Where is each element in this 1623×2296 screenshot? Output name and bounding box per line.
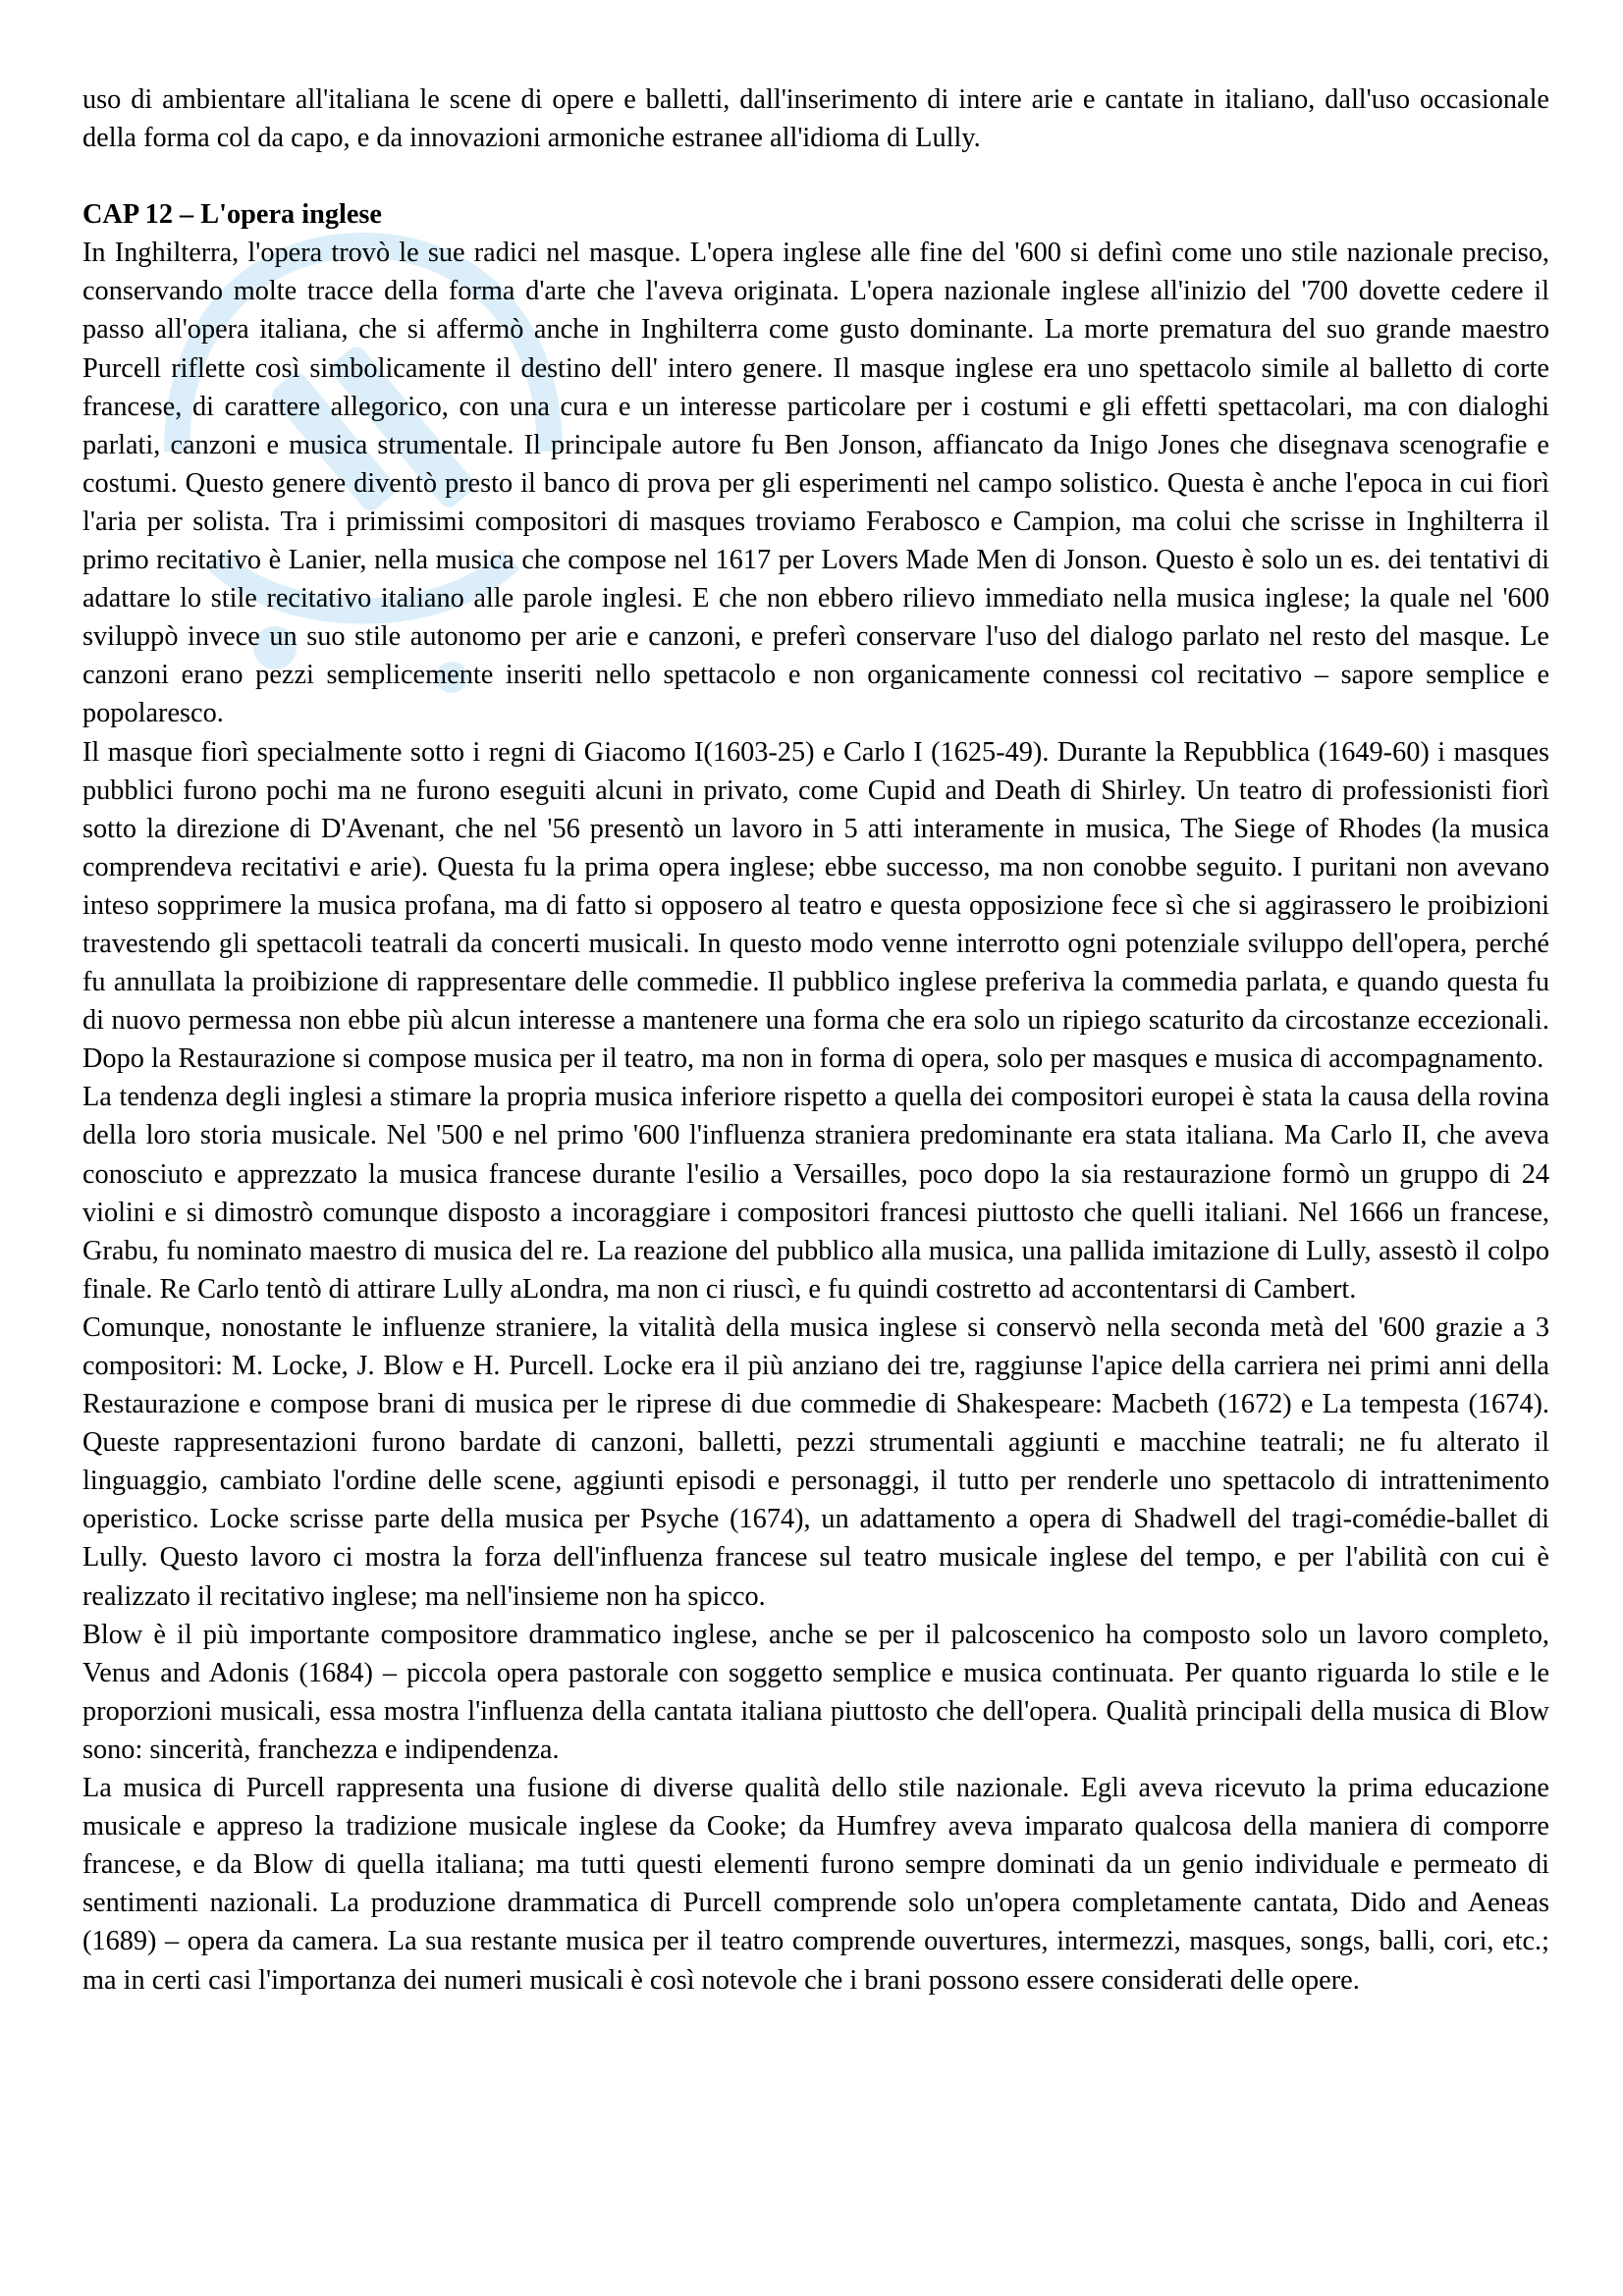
- paragraph-foreign-influence: La tendenza degli inglesi a stimare la propria musica inferiore rispetto a quella dei compositori europei è stata la causa della rovina della loro storia musicale. Nel '500 e nel primo '600 l'influenza straniera predominante era stata italiana. Ma Carlo II, che aveva conosciuto e apprezzato la musica francese durante l'esilio a Versailles, poco dopo la sia restaurazione formò un gruppo di 24 violini e si dimostrò comunque disposto a incoraggiare i compositori francesi piuttosto che quelli italiani. Nel 1666 un francese, Grabu, fu nominato maestro di musica del re. La reazione del pubblico alla musica, una pallida imitazione di Lully, assestò il colpo finale. Re Carlo tentò di attirare Lully aLondra, ma non ci riuscì, e fu quindi costretto ad accontentarsi di Cambert.: [82, 1082, 1549, 1305]
- paragraph-reigns: Il masque fiorì specialmente sotto i regni di Giacomo I(1603-25) e Carlo I (1625-49). Durante la Repubblica (1649-60) i masques pubblici furono pochi ma ne furono eseguiti alcuni in privato, come Cupid and Death di Shirley. Un teatro di professionisti fiorì sotto la direzione di D'Avenant, che nel '56 presentò un lavoro in 5 atti interamente in musica, The Siege of Rhodes (la musica comprendeva recitativi e arie). Questa fu la prima opera inglese; ebbe successo, ma non conobbe seguito. I puritani non avevano inteso sopprimere la musica profana, ma di fatto si opposero al teatro e questa opposizione fece sì che si aggirassero le proibizioni travestendo gli spettacoli teatrali da concerti musicali. In questo modo venne interrotto ogni potenziale sviluppo dell'opera, perché fu annullata la proibizione di rappresentare delle commedie. Il pubblico inglese preferiva la commedia parlata, e quando questa fu di nuovo permessa non ebbe più alcun interesse a mantenere una forma che era solo un ripiego scaturito da circostanze eccezionali. Dopo la Restaurazione si compose musica per il teatro, ma non in forma di opera, solo per masques e musica di accompagnamento.: [82, 736, 1549, 1075]
- chapter-heading: CAP 12 – L'opera inglese: [82, 199, 382, 231]
- document-page: [82, 80, 1549, 2000]
- paragraph-purcell: La musica di Purcell rappresenta una fusione di diverse qualità dello stile nazionale. Egli aveva ricevuto la prima educazione musicale e appreso la tradizione musicale inglese da Cooke; da Humfrey aveva imparato qualcosa della maniera di comporre francese, e da Blow di quella italiana; ma tutti questi elementi furono sempre dominati da un genio individuale e permeato di sentimenti nazionali. La produzione drammatica di Purcell comprende solo un'opera completamente cantata, Dido and Aeneas (1689) – opera da camera. La sua restante musica per il teatro comprende ouvertures, intermezzi, masques, songs, balli, cori, etc.; ma in certi casi l'importanza dei numeri musicali è così notevole che i brani possono essere considerati delle opere.: [82, 1773, 1549, 1996]
- intro-paragraph: uso di ambientare all'italiana le scene di opere e balletti, dall'inserimento di intere arie e cantate in italiano, dall'uso occasionale della forma col da capo, e da innovazioni armoniche estranee all'idioma di Lully.: [82, 84, 1549, 154]
- paragraph-locke: Comunque, nonostante le influenze straniere, la vitalità della musica inglese si conservò nella seconda metà del '600 grazie a 3 compositori: M. Locke, J. Blow e H. Purcell. Locke era il più anziano dei tre, raggiunse l'apice della carriera nei primi anni della Restaurazione e compose brani di musica per le riprese di due commedie di Shakespeare: Macbeth (1672) e La tempesta (1674). Queste rappresentazioni furono bardate di canzoni, balletti, pezzi strumentali aggiunti e macchine teatrali; ne fu alterato il linguaggio, cambiato l'ordine delle scene, aggiunti episodi e personaggi, il tutto per renderle uno spettacolo di intrattenimento operistico. Locke scrisse parte della musica per Psyche (1674), un adattamento a opera di Shadwell del tragi-comédie-ballet di Lully. Questo lavoro ci mostra la forza dell'influenza francese sul teatro musicale inglese del tempo, e per l'abilità con cui è realizzato il recitativo inglese; ma nell'insieme non ha spicco.: [82, 1311, 1549, 1612]
- paragraph-masque: In Inghilterra, l'opera trovò le sue radici nel masque. L'opera inglese alle fine del '600 si definì come uno stile nazionale preciso, conservando molte tracce della forma d'arte che l'aveva originata. L'opera nazionale inglese all'inizio del '700 dovette cedere il passo all'opera italiana, che si affermò anche in Inghilterra come gusto dominante. La morte prematura del suo grande maestro Purcell riflette così simbolicamente il destino dell' intero genere. Il masque inglese era uno spettacolo simile al balletto di corte francese, di carattere allegorico, con una cura e un interesse particolare per i costumi e gli effetti spettacolari, ma con dialoghi parlati, canzoni e musica strumentale. Il principale autore fu Ben Jonson, affiancato da Inigo Jones che disegnava scenografie e costumi. Questo genere diventò presto il banco di prova per gli esperimenti nel campo solistico. Questa è anche l'epoca in cui fiorì l'aria per solista. Tra i primissimi compositori di masques troviamo Ferabosco e Campion, ma colui che scrisse in Inghilterra il primo recitativo è Lanier, nella musica che compose nel 1617 per Lovers Made Men di Jonson. Questo è solo un es. dei tentativi di adattare lo stile recitativo italiano alle parole inglesi. E che non ebbero rilievo immediato nella musica inglese; la quale nel '600 sviluppò invece un suo stile autonomo per arie e canzoni, e preferì conservare l'uso del dialogo parlato nel resto del masque. Le canzoni erano pezzi semplicemente inseriti nello spettacolo e non organicamente connessi col recitativo – sapore semplice e popolaresco.: [82, 238, 1549, 729]
- paragraph-blow: Blow è il più importante compositore drammatico inglese, anche se per il palcoscenico ha composto solo un lavoro completo, Venus and Adonis (1684) – piccola opera pastorale con soggetto semplice e musica continuata. Per quanto riguarda lo stile e le proporzioni musicali, essa mostra l'influenza della cantata italiana piuttosto che dell'opera. Qualità principali della musica di Blow sono: sincerità, franchezza e indipendenza.: [82, 1619, 1549, 1765]
